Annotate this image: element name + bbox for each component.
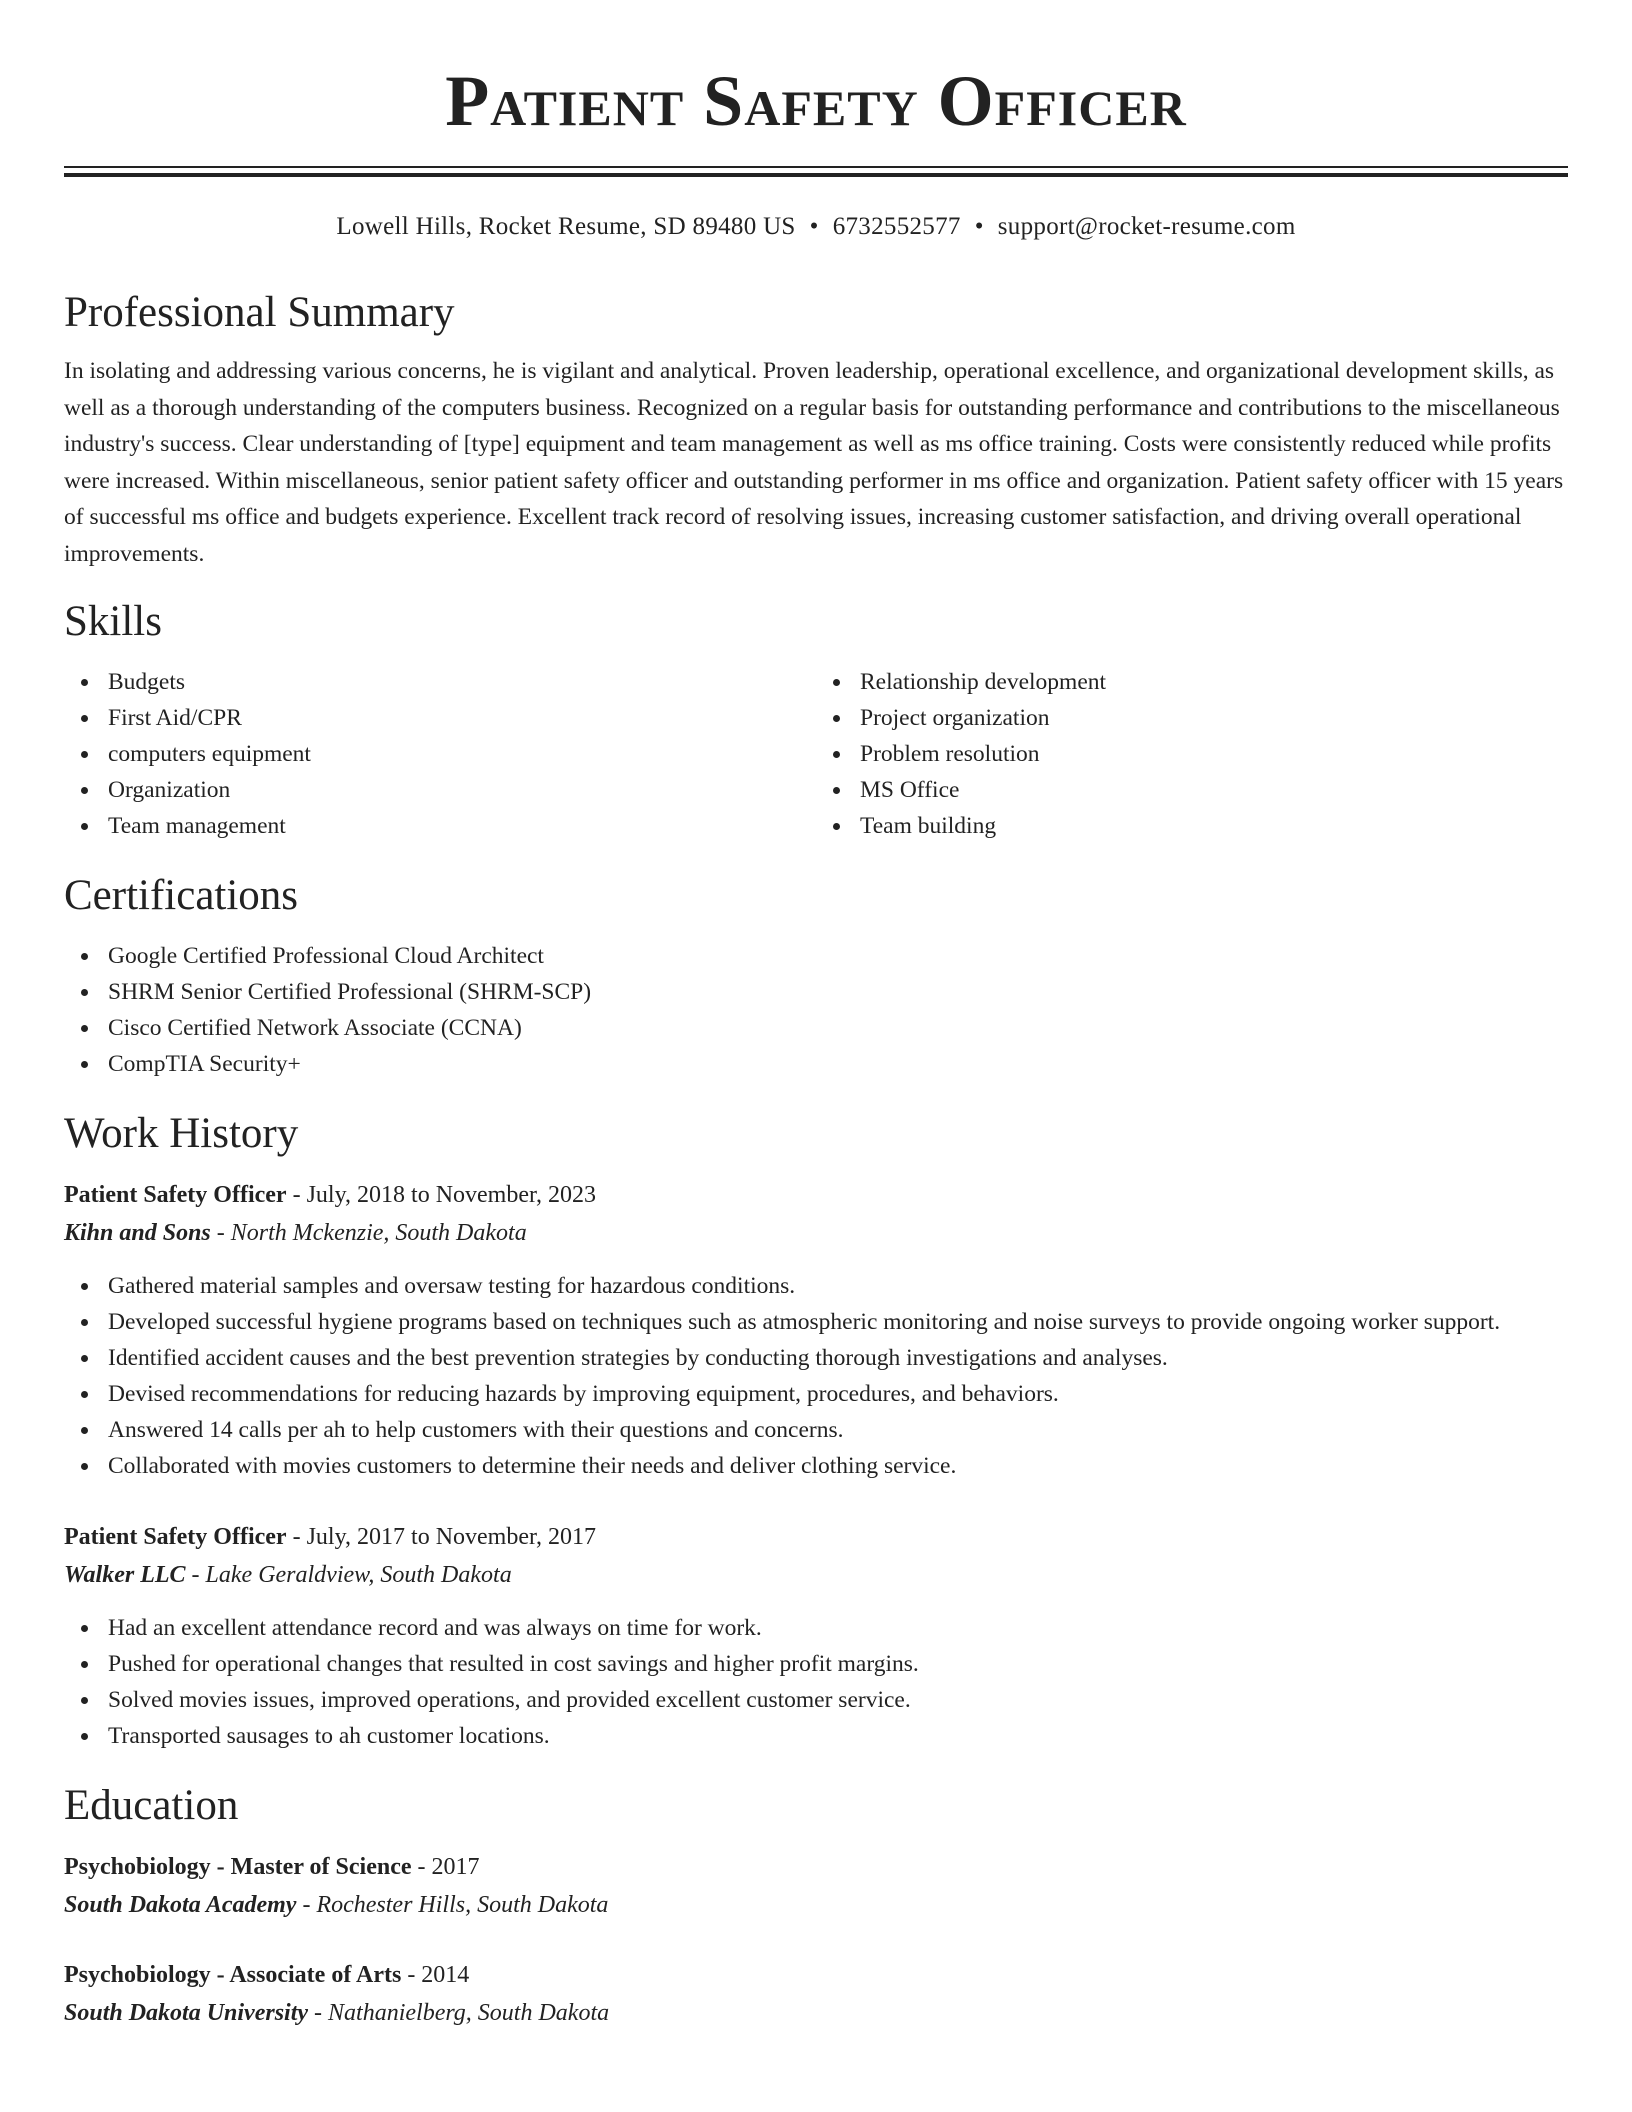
contact-separator: •: [809, 213, 819, 240]
skill-item: computers equipment: [108, 736, 816, 772]
job-company: Walker LLC: [64, 1562, 186, 1588]
job-entry: [64, 1518, 1568, 1754]
education-entry: [64, 1956, 1568, 2032]
skills-list-right: [816, 664, 1568, 844]
certifications-heading: Certifications: [64, 872, 299, 919]
job-bullet: Solved movies issues, improved operations, and provided excellent customer service.: [108, 1682, 1568, 1718]
skill-item: Project organization: [860, 700, 1568, 736]
education-entry: [64, 1848, 1568, 1924]
job-title: Patient Safety Officer: [64, 1182, 287, 1208]
education-school-line: [64, 1886, 1568, 1924]
job-dates: - July, 2017 to November, 2017: [286, 1524, 597, 1550]
skill-item: First Aid/CPR: [108, 700, 816, 736]
job-location: - Lake Geraldview, South Dakota: [185, 1562, 512, 1588]
skills-columns: [64, 664, 1568, 844]
job-bullet: Devised recommendations for reducing hazards by improving equipment, procedures, and behaviors.: [108, 1376, 1568, 1412]
education-school: South Dakota Academy: [64, 1892, 297, 1918]
education-year: - 2017: [411, 1854, 480, 1880]
certification-item: Google Certified Professional Cloud Architect: [108, 938, 1568, 974]
job-bullet: Answered 14 calls per ah to help customers with their questions and concerns.: [108, 1412, 1568, 1448]
job-bullet: Collaborated with movies customers to determine their needs and deliver clothing service.: [108, 1448, 1568, 1484]
work-history-heading: Work History: [64, 1110, 299, 1157]
certification-item: CompTIA Security+: [108, 1046, 1568, 1082]
skill-item: Budgets: [108, 664, 816, 700]
certification-item: SHRM Senior Certified Professional (SHRM-SCP): [108, 974, 1568, 1010]
job-bullet: Identified accident causes and the best prevention strategies by conducting thorough investigations and analyses.: [108, 1340, 1568, 1376]
job-bullets: [64, 1268, 1568, 1484]
skills-heading: Skills: [64, 598, 162, 645]
job-dates: - July, 2018 to November, 2023: [286, 1182, 597, 1208]
skill-item: MS Office: [860, 772, 1568, 808]
job-bullet: Gathered material samples and oversaw testing for hazardous conditions.: [108, 1268, 1568, 1304]
job-entry: [64, 1176, 1568, 1484]
contact-line: [64, 211, 1568, 243]
skill-item: Relationship development: [860, 664, 1568, 700]
skill-item: Organization: [108, 772, 816, 808]
education-degree-line: [64, 1848, 1568, 1886]
title-divider: [64, 166, 1568, 177]
job-title-line: [64, 1176, 1568, 1214]
education-location: - Nathanielberg, South Dakota: [308, 2000, 610, 2026]
contact-separator: •: [974, 213, 984, 240]
summary-text: In isolating and addressing various concerns, he is vigilant and analytical. Proven leadership, operational excellence, and organizational development skills, as well as a thorough understanding of the computers business. Recognized on a regular basis for outstanding performance and contributions to the miscellaneous industry's success. Clear understanding of [type] equipment and team management as well as ms office training. Costs were consistently reduced while profits were increased. Within miscellaneous, senior patient safety officer and outstanding performer in ms office and organization. Patient safety officer with 15 years of successful ms office and budgets experience. Excellent track record of resolving issues, increasing customer satisfaction, and driving overall operational improvements.: [64, 358, 1564, 567]
job-title-line: [64, 1518, 1568, 1556]
resume-title: Patient Safety Officer: [445, 61, 1187, 141]
contact-address: Lowell Hills, Rocket Resume, SD 89480 US: [336, 213, 796, 240]
skills-list-left: [64, 664, 816, 844]
contact-phone: 6732552577: [832, 213, 961, 240]
job-company: Kihn and Sons: [64, 1220, 211, 1246]
skill-item: Problem resolution: [860, 736, 1568, 772]
skill-item: Team building: [860, 808, 1568, 844]
job-title: Patient Safety Officer: [64, 1524, 287, 1550]
education-year: - 2014: [401, 1962, 470, 1988]
education-degree: Psychobiology - Associate of Arts: [64, 1962, 402, 1988]
job-bullet: Developed successful hygiene programs based on techniques such as atmospheric monitoring and noise surveys to provide ongoing worker support.: [108, 1304, 1568, 1340]
certifications-list: [64, 938, 1568, 1082]
job-bullet: Transported sausages to ah customer locations.: [108, 1718, 1568, 1754]
job-bullet: Had an excellent attendance record and was always on time for work.: [108, 1610, 1568, 1646]
contact-email: support@rocket-resume.com: [997, 213, 1296, 240]
education-degree-line: [64, 1956, 1568, 1994]
education-school-line: [64, 1994, 1568, 2032]
certification-item: Cisco Certified Network Associate (CCNA): [108, 1010, 1568, 1046]
job-company-line: [64, 1556, 1568, 1594]
education-school: South Dakota University: [64, 2000, 309, 2026]
skill-item: Team management: [108, 808, 816, 844]
job-bullet: Pushed for operational changes that resulted in cost savings and higher profit margins.: [108, 1646, 1568, 1682]
job-company-line: [64, 1214, 1568, 1252]
education-heading: Education: [64, 1782, 239, 1829]
job-bullets: [64, 1610, 1568, 1754]
education-degree: Psychobiology - Master of Science: [64, 1854, 412, 1880]
job-location: - North Mckenzie, South Dakota: [210, 1220, 527, 1246]
education-location: - Rochester Hills, South Dakota: [296, 1892, 609, 1918]
summary-heading: Professional Summary: [64, 289, 455, 336]
